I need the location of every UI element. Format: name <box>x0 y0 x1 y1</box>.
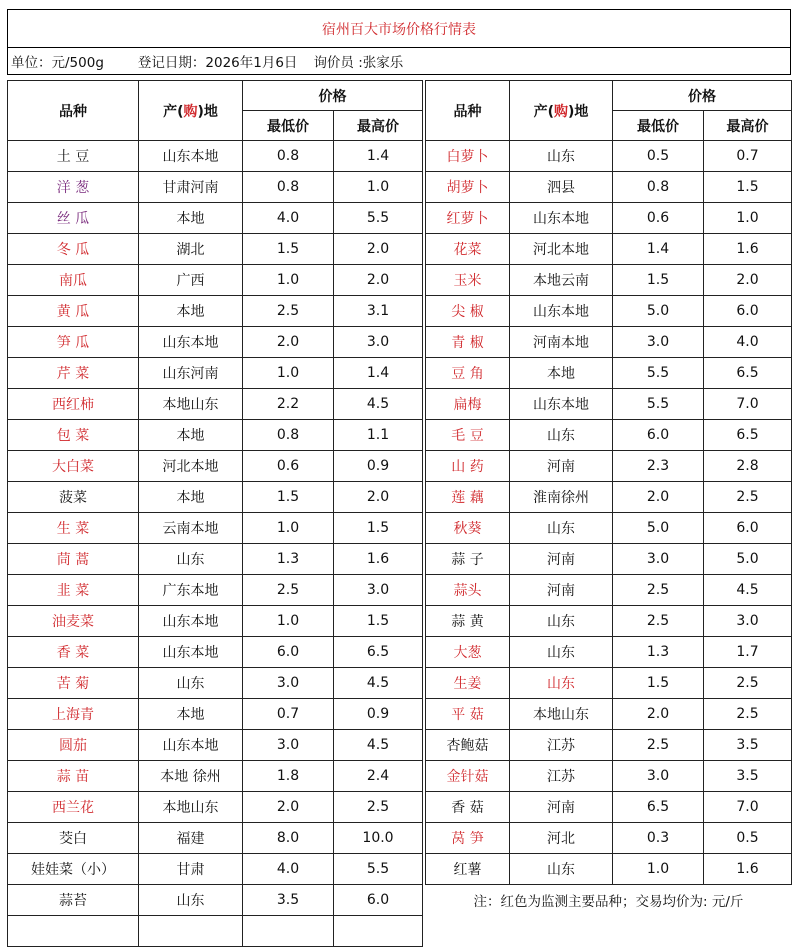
note-row <box>426 885 792 916</box>
min-price-cell: 1.4 <box>613 234 704 265</box>
table-row <box>426 761 792 792</box>
table-row <box>8 699 423 730</box>
max-price-cell: 4.5 <box>334 730 423 761</box>
table-row <box>426 668 792 699</box>
origin-cell: 河南 <box>510 792 613 823</box>
variety-cell: 洋 葱 <box>8 172 139 203</box>
table-row <box>426 265 792 296</box>
table-row <box>426 358 792 389</box>
origin-cell: 山东 <box>510 637 613 668</box>
max-price-cell: 2.0 <box>704 265 792 296</box>
table-row <box>426 420 792 451</box>
origin-cell: 甘肃河南 <box>139 172 243 203</box>
origin-cell: 本地 <box>139 482 243 513</box>
table-row <box>8 637 423 668</box>
max-price-cell: 2.5 <box>704 482 792 513</box>
min-price-cell: 6.0 <box>613 420 704 451</box>
variety-cell: 蒜 苗 <box>8 761 139 792</box>
table-row <box>8 203 423 234</box>
max-price-cell: 3.1 <box>334 296 423 327</box>
variety-cell: 莲 藕 <box>426 482 510 513</box>
variety-cell: 西红柿 <box>8 389 139 420</box>
variety-cell: 杏鲍菇 <box>426 730 510 761</box>
max-price-cell: 4.5 <box>334 389 423 420</box>
table-row <box>426 575 792 606</box>
table-row <box>8 730 423 761</box>
table-row <box>8 234 423 265</box>
sheet-title: 宿州百大市场价格行情表 <box>7 9 791 47</box>
table-row <box>426 203 792 234</box>
min-price-cell: 1.3 <box>613 637 704 668</box>
min-price-cell: 6.0 <box>243 637 334 668</box>
min-price-cell: 2.0 <box>243 327 334 358</box>
min-price-cell: 0.7 <box>243 699 334 730</box>
min-price-cell: 4.0 <box>243 854 334 885</box>
table-row <box>426 141 792 172</box>
min-price-cell: 0.6 <box>243 451 334 482</box>
min-price-cell: 3.0 <box>243 668 334 699</box>
max-price-cell: 4.0 <box>704 327 792 358</box>
origin-cell: 山东 <box>510 668 613 699</box>
table-row <box>8 668 423 699</box>
origin-cell: 山东本地 <box>139 606 243 637</box>
variety-cell: 大葱 <box>426 637 510 668</box>
min-price-cell: 1.0 <box>613 854 704 885</box>
min-price-cell: 0.6 <box>613 203 704 234</box>
origin-cell: 河南 <box>510 575 613 606</box>
inquirer-label: 询价员 :张家乐 <box>313 55 404 71</box>
origin-cell: 本地 <box>139 296 243 327</box>
variety-cell: 香 菇 <box>426 792 510 823</box>
table-row <box>8 575 423 606</box>
min-price-cell: 1.0 <box>243 265 334 296</box>
table-row <box>8 451 423 482</box>
max-price-cell: 0.9 <box>334 699 423 730</box>
min-price-cell: 2.3 <box>613 451 704 482</box>
min-price-cell: 0.8 <box>243 172 334 203</box>
table-row <box>426 637 792 668</box>
variety-cell: 菠菜 <box>8 482 139 513</box>
min-price-cell: 0.8 <box>243 141 334 172</box>
table-row <box>8 513 423 544</box>
table-row <box>426 296 792 327</box>
min-price-cell: 3.0 <box>243 730 334 761</box>
variety-cell: 豆 角 <box>426 358 510 389</box>
origin-cell: 湖北 <box>139 234 243 265</box>
date-label: 登记日期：2026年1月6日 <box>137 55 298 71</box>
max-price-cell: 7.0 <box>704 792 792 823</box>
max-price-cell: 1.6 <box>704 854 792 885</box>
variety-cell: 圆茄 <box>8 730 139 761</box>
max-price-cell: 3.0 <box>334 575 423 606</box>
variety-cell: 白萝卜 <box>426 141 510 172</box>
table-row <box>426 513 792 544</box>
variety-cell: 大白菜 <box>8 451 139 482</box>
min-price-cell: 6.5 <box>613 792 704 823</box>
max-price-cell: 1.1 <box>334 420 423 451</box>
origin-cell: 江苏 <box>510 730 613 761</box>
max-price-cell: 7.0 <box>704 389 792 420</box>
origin-cell: 本地云南 <box>510 265 613 296</box>
min-price-cell: 5.5 <box>613 389 704 420</box>
max-price-cell: 1.5 <box>334 606 423 637</box>
variety-cell: 生姜 <box>426 668 510 699</box>
min-price-cell: 1.5 <box>243 482 334 513</box>
header-min: 最低价 <box>243 111 334 141</box>
max-price-cell: 5.0 <box>704 544 792 575</box>
unit-label: 单位：元/500g <box>11 55 104 71</box>
variety-cell: 花菜 <box>426 234 510 265</box>
origin-cell: 山东河南 <box>139 358 243 389</box>
variety-cell: 玉米 <box>426 265 510 296</box>
table-row <box>426 792 792 823</box>
origin-cell: 甘肃 <box>139 854 243 885</box>
max-price-cell: 1.4 <box>334 358 423 389</box>
origin-cell: 本地 <box>139 699 243 730</box>
variety-cell: 扁梅 <box>426 389 510 420</box>
variety-cell: 娃娃菜（小） <box>8 854 139 885</box>
min-price-cell: 0.5 <box>613 141 704 172</box>
max-price-cell: 0.5 <box>704 823 792 854</box>
variety-cell: 韭 菜 <box>8 575 139 606</box>
variety-cell: 胡萝卜 <box>426 172 510 203</box>
origin-cell: 江苏 <box>510 761 613 792</box>
variety-cell: 蒜 黄 <box>426 606 510 637</box>
min-price-cell: 1.0 <box>243 513 334 544</box>
variety-cell: 冬 瓜 <box>8 234 139 265</box>
table-row <box>8 823 423 854</box>
min-price-cell: 2.5 <box>613 575 704 606</box>
min-price-cell: 2.0 <box>613 482 704 513</box>
variety-cell: 毛 豆 <box>426 420 510 451</box>
variety-cell <box>8 916 139 947</box>
max-price-cell: 6.0 <box>704 513 792 544</box>
max-price-cell: 2.0 <box>334 265 423 296</box>
origin-cell: 泗县 <box>510 172 613 203</box>
table-row <box>8 482 423 513</box>
origin-cell: 山东本地 <box>139 327 243 358</box>
max-price-cell: 6.5 <box>334 637 423 668</box>
min-price-cell: 1.0 <box>243 606 334 637</box>
min-price-cell: 3.5 <box>243 885 334 916</box>
origin-cell: 山东本地 <box>139 637 243 668</box>
variety-cell: 红萝卜 <box>426 203 510 234</box>
header-min: 最低价 <box>613 111 704 141</box>
min-price-cell: 2.0 <box>243 792 334 823</box>
table-row <box>8 141 423 172</box>
table-row <box>8 606 423 637</box>
max-price-cell: 1.6 <box>704 234 792 265</box>
origin-cell: 山东 <box>510 141 613 172</box>
origin-cell: 本地 <box>139 203 243 234</box>
origin-cell: 山东本地 <box>510 203 613 234</box>
max-price-cell: 6.0 <box>704 296 792 327</box>
max-price-cell: 1.0 <box>334 172 423 203</box>
min-price-cell: 2.5 <box>613 730 704 761</box>
variety-cell: 青 椒 <box>426 327 510 358</box>
table-row <box>8 327 423 358</box>
max-price-cell: 5.5 <box>334 854 423 885</box>
max-price-cell: 3.0 <box>704 606 792 637</box>
min-price-cell: 3.0 <box>613 327 704 358</box>
origin-cell: 本地 徐州 <box>139 761 243 792</box>
max-price-cell: 2.8 <box>704 451 792 482</box>
table-row <box>8 358 423 389</box>
max-price-cell: 1.5 <box>334 513 423 544</box>
min-price-cell: 0.8 <box>613 172 704 203</box>
max-price-cell: 2.0 <box>334 234 423 265</box>
variety-cell: 西兰花 <box>8 792 139 823</box>
variety-cell: 土 豆 <box>8 141 139 172</box>
max-price-cell <box>334 916 423 947</box>
table-row <box>426 172 792 203</box>
table-row <box>8 544 423 575</box>
min-price-cell: 4.0 <box>243 203 334 234</box>
variety-cell: 油麦菜 <box>8 606 139 637</box>
variety-cell: 蒜苔 <box>8 885 139 916</box>
max-price-cell: 0.9 <box>334 451 423 482</box>
table-row <box>426 730 792 761</box>
min-price-cell: 5.5 <box>613 358 704 389</box>
max-price-cell: 2.5 <box>704 668 792 699</box>
variety-cell: 山 药 <box>426 451 510 482</box>
origin-cell: 河南 <box>510 451 613 482</box>
origin-cell: 本地山东 <box>139 792 243 823</box>
origin-cell: 山东本地 <box>139 730 243 761</box>
table-row <box>426 823 792 854</box>
header-variety: 品种 <box>426 81 510 141</box>
table-row <box>8 265 423 296</box>
origin-cell: 山东本地 <box>510 389 613 420</box>
table-row <box>426 327 792 358</box>
variety-cell: 芹 菜 <box>8 358 139 389</box>
min-price-cell: 0.8 <box>243 420 334 451</box>
max-price-cell: 2.4 <box>334 761 423 792</box>
variety-cell: 蒜 子 <box>426 544 510 575</box>
table-row <box>8 885 423 916</box>
max-price-cell: 2.5 <box>704 699 792 730</box>
table-row <box>8 792 423 823</box>
variety-cell: 茭白 <box>8 823 139 854</box>
max-price-cell: 10.0 <box>334 823 423 854</box>
variety-cell: 黄 瓜 <box>8 296 139 327</box>
origin-cell <box>139 916 243 947</box>
origin-cell: 福建 <box>139 823 243 854</box>
min-price-cell: 1.3 <box>243 544 334 575</box>
variety-cell: 丝 瓜 <box>8 203 139 234</box>
origin-cell: 河南本地 <box>510 327 613 358</box>
min-price-cell: 5.0 <box>613 296 704 327</box>
min-price-cell: 1.0 <box>243 358 334 389</box>
table-row <box>8 761 423 792</box>
table-row <box>8 389 423 420</box>
variety-cell: 红薯 <box>426 854 510 885</box>
variety-cell: 上海青 <box>8 699 139 730</box>
table-row <box>8 172 423 203</box>
max-price-cell: 2.5 <box>334 792 423 823</box>
max-price-cell: 3.5 <box>704 761 792 792</box>
header-max: 最高价 <box>334 111 423 141</box>
origin-cell: 山东本地 <box>510 296 613 327</box>
variety-cell: 茼 蒿 <box>8 544 139 575</box>
min-price-cell: 5.0 <box>613 513 704 544</box>
header-max: 最高价 <box>704 111 792 141</box>
table-row <box>426 482 792 513</box>
header-origin: 产(购)地 <box>510 81 613 141</box>
origin-cell: 河南 <box>510 544 613 575</box>
origin-cell: 淮南徐州 <box>510 482 613 513</box>
max-price-cell: 3.0 <box>334 327 423 358</box>
variety-cell: 包 菜 <box>8 420 139 451</box>
variety-cell: 笋 瓜 <box>8 327 139 358</box>
header-variety: 品种 <box>8 81 139 141</box>
origin-cell: 河北本地 <box>139 451 243 482</box>
min-price-cell: 2.5 <box>243 296 334 327</box>
left-price-table <box>7 80 423 947</box>
variety-cell: 平 菇 <box>426 699 510 730</box>
origin-cell: 山东 <box>510 420 613 451</box>
header-price: 价格 <box>613 81 792 111</box>
table-row <box>426 699 792 730</box>
table-row <box>8 916 423 947</box>
min-price-cell: 2.5 <box>613 606 704 637</box>
table-row <box>8 420 423 451</box>
min-price-cell: 2.5 <box>243 575 334 606</box>
min-price-cell: 2.2 <box>243 389 334 420</box>
max-price-cell: 4.5 <box>334 668 423 699</box>
table-row <box>8 296 423 327</box>
origin-cell: 云南本地 <box>139 513 243 544</box>
min-price-cell: 1.8 <box>243 761 334 792</box>
origin-cell: 山东 <box>139 544 243 575</box>
right-price-table <box>425 80 792 915</box>
table-row <box>426 389 792 420</box>
min-price-cell: 3.0 <box>613 544 704 575</box>
origin-cell: 山东 <box>510 606 613 637</box>
min-price-cell: 1.5 <box>613 668 704 699</box>
header-origin: 产(购)地 <box>139 81 243 141</box>
variety-cell: 蒜头 <box>426 575 510 606</box>
origin-cell: 本地山东 <box>139 389 243 420</box>
origin-cell: 本地 <box>139 420 243 451</box>
max-price-cell: 1.7 <box>704 637 792 668</box>
variety-cell: 苦 菊 <box>8 668 139 699</box>
table-row <box>8 854 423 885</box>
min-price-cell: 1.5 <box>613 265 704 296</box>
variety-cell: 生 菜 <box>8 513 139 544</box>
max-price-cell: 4.5 <box>704 575 792 606</box>
origin-cell: 山东 <box>139 885 243 916</box>
origin-cell: 本地 <box>510 358 613 389</box>
min-price-cell: 8.0 <box>243 823 334 854</box>
min-price-cell: 2.0 <box>613 699 704 730</box>
origin-cell: 山东本地 <box>139 141 243 172</box>
min-price-cell: 3.0 <box>613 761 704 792</box>
origin-cell: 本地山东 <box>510 699 613 730</box>
origin-cell: 山东 <box>510 854 613 885</box>
min-price-cell: 1.5 <box>243 234 334 265</box>
max-price-cell: 1.4 <box>334 141 423 172</box>
min-price-cell <box>243 916 334 947</box>
origin-cell: 广东本地 <box>139 575 243 606</box>
max-price-cell: 6.0 <box>334 885 423 916</box>
max-price-cell: 3.5 <box>704 730 792 761</box>
table-row <box>426 606 792 637</box>
max-price-cell: 6.5 <box>704 420 792 451</box>
max-price-cell: 6.5 <box>704 358 792 389</box>
variety-cell: 南瓜 <box>8 265 139 296</box>
max-price-cell: 1.5 <box>704 172 792 203</box>
table-row <box>426 544 792 575</box>
origin-cell: 广西 <box>139 265 243 296</box>
max-price-cell: 2.0 <box>334 482 423 513</box>
variety-cell: 尖 椒 <box>426 296 510 327</box>
variety-cell: 秋葵 <box>426 513 510 544</box>
table-row <box>426 854 792 885</box>
max-price-cell: 1.6 <box>334 544 423 575</box>
origin-cell: 河北本地 <box>510 234 613 265</box>
table-row <box>426 451 792 482</box>
meta-row <box>7 47 791 75</box>
origin-cell: 河北 <box>510 823 613 854</box>
note-text: 注：红色为监测主要品种；交易均价为: 元/斤 <box>473 894 744 910</box>
max-price-cell: 0.7 <box>704 141 792 172</box>
variety-cell: 香 菜 <box>8 637 139 668</box>
origin-cell: 山东 <box>139 668 243 699</box>
max-price-cell: 5.5 <box>334 203 423 234</box>
origin-cell: 山东 <box>510 513 613 544</box>
variety-cell: 金针菇 <box>426 761 510 792</box>
max-price-cell: 1.0 <box>704 203 792 234</box>
header-price: 价格 <box>243 81 423 111</box>
min-price-cell: 0.3 <box>613 823 704 854</box>
variety-cell: 莴 笋 <box>426 823 510 854</box>
table-row <box>426 234 792 265</box>
